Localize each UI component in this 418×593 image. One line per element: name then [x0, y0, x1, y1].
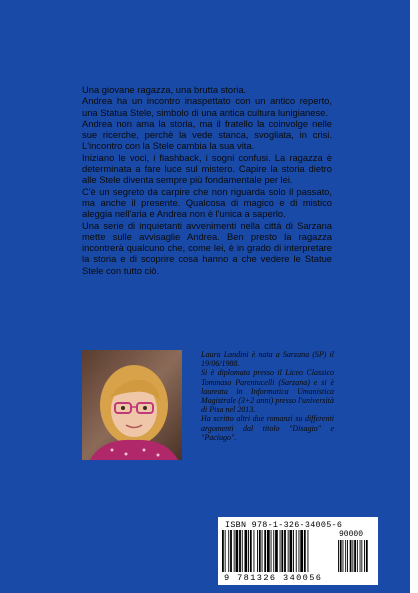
barcode-bar	[290, 530, 293, 572]
barcode-bar	[230, 530, 232, 572]
barcode-bar	[259, 530, 261, 572]
barcode-bar	[245, 530, 248, 572]
barcode-bar	[234, 530, 235, 572]
barcode-bar	[275, 530, 278, 572]
isbn-barcode	[218, 517, 378, 585]
barcode-bar	[254, 530, 255, 572]
barcode-bar	[225, 530, 226, 572]
barcode-addon-bar	[360, 540, 361, 572]
barcode-bar	[250, 530, 252, 572]
barcode-bar	[242, 530, 243, 572]
barcode-addon-bar	[347, 540, 348, 572]
bio-paragraph: Si è diplomata presso il Liceo Classico Tommaso Parentucelli (Sarzana) e si è laureata in Informatica Umanistica Magistrale (3+2 anni) presso l'università di Pisa nel 2013.	[201, 368, 334, 415]
author-photo-image	[82, 350, 182, 460]
barcode-addon-bar	[357, 540, 358, 572]
blurb-text	[82, 84, 332, 276]
author-bio	[201, 350, 334, 442]
barcode-addon-bar	[366, 540, 368, 572]
barcode-bar	[299, 530, 300, 572]
barcode-addon-bar	[345, 540, 346, 572]
bio-paragraph: Laura Landini è nata a Sarzana (SP) il 19/06/1988.	[201, 350, 334, 369]
blurb-paragraph: Andrea ha un incontro inaspettato con un antico reperto, una Statua Stele, simbolo di una antica cultura lunigianese.	[82, 95, 332, 118]
barcode-bar	[281, 530, 283, 572]
bio-paragraph: Ha scritto altri due romanzi su differenti argomenti dal titolo "Disagio" e "Paciugo".	[201, 414, 334, 442]
barcode-bar	[288, 530, 289, 572]
barcode-bar	[222, 530, 224, 572]
blurb-paragraph: Una giovane ragazza, una brutta storia.	[82, 84, 247, 95]
barcode-bar	[280, 530, 281, 572]
blurb-paragraph: Andrea non ama la storia, ma il fratello la coinvolge nelle sue ricerche, perchè la vede stanca, svogliata, in crisi. L'incontro con la Stele cambia la sua vita.	[82, 117, 332, 152]
barcode-bar	[284, 530, 286, 572]
barcode-addon-bar	[338, 540, 339, 572]
barcode-bar	[304, 530, 306, 572]
barcode-bar	[293, 530, 294, 572]
barcode-bar	[296, 530, 297, 572]
isbn-label: ISBN 978-1-326-34005-6	[225, 520, 343, 530]
barcode-addon-bar	[340, 540, 342, 572]
barcode-addon-bar	[350, 540, 352, 572]
barcode-bar	[271, 530, 272, 572]
blurb-paragraph: Iniziano le voci, i flashback, i sogni confusi. La ragazza è determinata a fare luce sul mistero. Capire la storia dietro alle Stele diventa sempre più fondamentale per lei.	[82, 151, 332, 186]
blurb-paragraph: Una serie di inquietanti avvenimenti nella città di Sarzana mette sulle avvisaglie Andrea. Ben presto la ragazza incontrerà qualcuno che, come lei, è in grado di interpretare la storia e di scoprire cosa hanno a che vedere le Statue Stele con tutto ciò.	[82, 219, 332, 276]
barcode-bar	[228, 530, 229, 572]
barcode-addon-bar	[364, 540, 365, 572]
barcode-addon-bar	[352, 540, 353, 572]
barcode-addon-bar	[354, 540, 356, 572]
barcode-addon-bar	[361, 540, 362, 572]
barcode-bar	[264, 530, 266, 572]
barcode-bar	[273, 530, 274, 572]
barcode-bar	[239, 530, 241, 572]
barcode-bar	[262, 530, 263, 572]
barcode-bar	[308, 530, 309, 572]
blurb-paragraph: C'è un segreto da carpire che non riguarda solo il passato, ma anche il presente. Qualcosa di magico e di mistico aleggia nell'aria e Andrea non è l'unica a saperlo.	[82, 185, 332, 220]
barcode-bar	[267, 530, 270, 572]
barcode-bar	[300, 530, 303, 572]
author-photo	[82, 350, 182, 460]
barcode-addon-bar	[343, 540, 344, 572]
barcode-bar	[257, 530, 258, 572]
barcode-bar	[248, 530, 249, 572]
barcode-bar	[236, 530, 239, 572]
price-code: 90000	[339, 530, 364, 539]
isbn-digits: 9 781326 340056	[224, 573, 323, 583]
